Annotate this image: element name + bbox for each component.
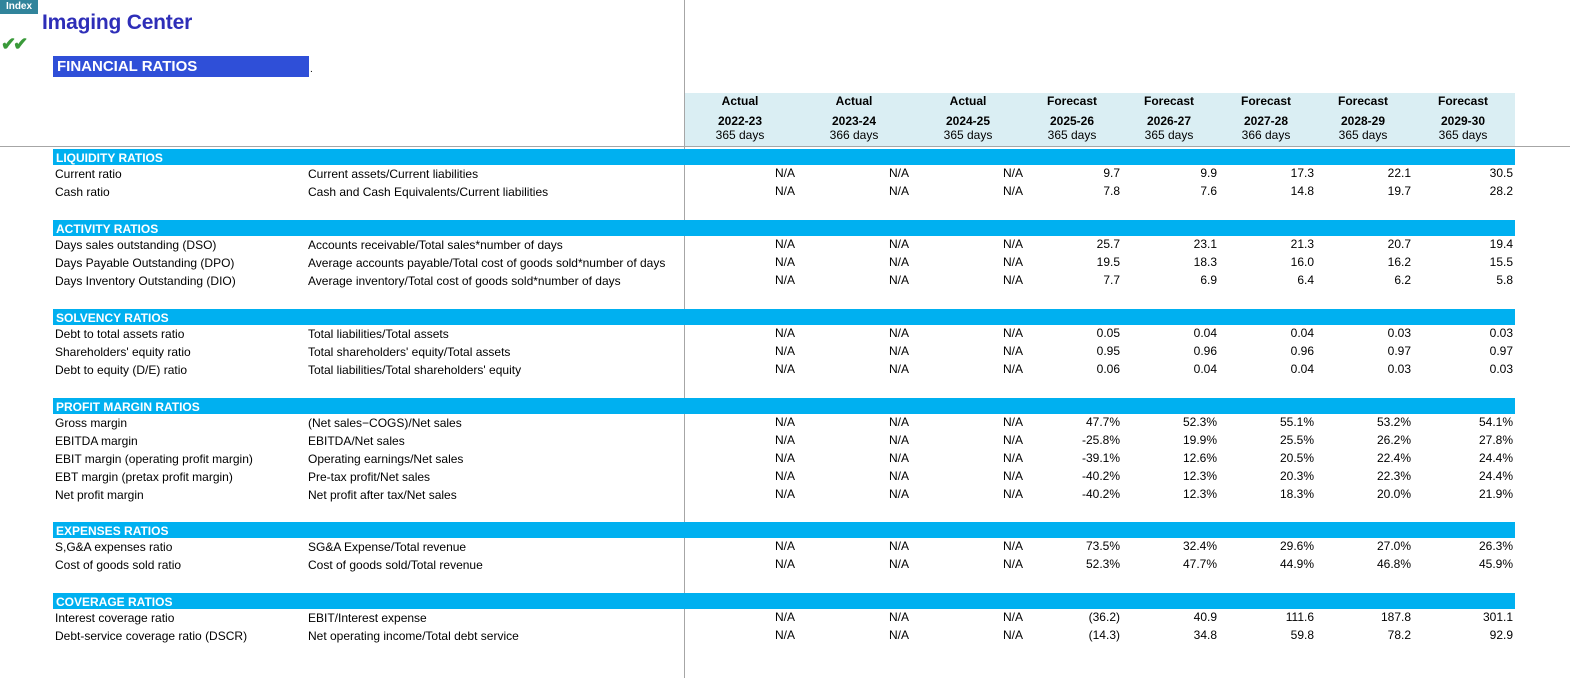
value-cell[interactable]: N/A bbox=[774, 628, 795, 642]
value-cell[interactable]: 0.96 bbox=[1290, 344, 1314, 358]
value-cell[interactable]: 0.05 bbox=[1096, 326, 1120, 340]
value-cell[interactable]: 73.5% bbox=[1085, 539, 1120, 553]
value-cell[interactable]: 59.8 bbox=[1290, 628, 1314, 642]
column-year-label: 2027-28 bbox=[1243, 114, 1289, 128]
column-year-label: 2028-29 bbox=[1340, 114, 1386, 128]
value-cell[interactable]: 12.6% bbox=[1182, 451, 1217, 465]
value-cell[interactable]: 9.7 bbox=[1103, 166, 1120, 180]
value-cell[interactable]: 54.1% bbox=[1478, 415, 1513, 429]
ratio-formula: Net profit after tax/Net sales bbox=[308, 488, 457, 502]
ratio-label: Gross margin bbox=[55, 416, 128, 430]
table-row bbox=[0, 166, 1586, 184]
value-cell[interactable]: 16.0 bbox=[1290, 255, 1314, 269]
table-row bbox=[0, 557, 1586, 575]
value-cell[interactable]: 28.2 bbox=[1489, 184, 1513, 198]
value-cell[interactable]: 7.7 bbox=[1103, 273, 1120, 287]
value-cell[interactable]: 27.0% bbox=[1376, 539, 1411, 553]
value-cell[interactable]: N/A bbox=[888, 255, 909, 269]
value-cell[interactable]: 187.8 bbox=[1380, 610, 1411, 624]
value-cell[interactable]: 14.8 bbox=[1290, 184, 1314, 198]
table-row bbox=[0, 344, 1586, 362]
table-row bbox=[0, 433, 1586, 451]
ratio-label: Debt to total assets ratio bbox=[55, 327, 185, 341]
table-row bbox=[0, 184, 1586, 202]
value-cell[interactable]: 26.3% bbox=[1478, 539, 1513, 553]
column-header bbox=[1121, 93, 1217, 146]
section-header: ACTIVITY RATIOS bbox=[53, 220, 1515, 236]
column-days-label: 365 days bbox=[1047, 128, 1097, 142]
value-cell[interactable]: N/A bbox=[888, 166, 909, 180]
value-cell[interactable]: -25.8% bbox=[1081, 433, 1120, 447]
ratio-label: Debt-service coverage ratio (DSCR) bbox=[55, 629, 248, 643]
value-cell[interactable]: -40.2% bbox=[1081, 487, 1120, 501]
value-cell[interactable]: 52.3% bbox=[1182, 415, 1217, 429]
value-cell[interactable]: 20.5% bbox=[1279, 451, 1314, 465]
value-cell[interactable]: N/A bbox=[1002, 487, 1023, 501]
value-cell[interactable]: N/A bbox=[1002, 539, 1023, 553]
column-days-label: 366 days bbox=[1241, 128, 1291, 142]
ratio-label: Days Payable Outstanding (DPO) bbox=[55, 256, 235, 270]
value-cell[interactable]: N/A bbox=[1002, 344, 1023, 358]
table-row bbox=[0, 451, 1586, 469]
value-cell[interactable]: N/A bbox=[774, 469, 795, 483]
ratio-formula: Cost of goods sold/Total revenue bbox=[308, 558, 483, 572]
value-cell[interactable]: 22.3% bbox=[1376, 469, 1411, 483]
ratio-formula: Total liabilities/Total shareholders' equity bbox=[308, 363, 522, 377]
ratio-label: EBT margin (pretax profit margin) bbox=[55, 470, 233, 484]
column-year-label: 2023-24 bbox=[831, 114, 877, 128]
value-cell[interactable]: 0.04 bbox=[1290, 362, 1314, 376]
value-cell[interactable]: N/A bbox=[1002, 628, 1023, 642]
value-cell[interactable]: 34.8 bbox=[1193, 628, 1217, 642]
value-cell[interactable]: 0.04 bbox=[1193, 362, 1217, 376]
table-row bbox=[0, 628, 1586, 646]
ratio-formula: Pre-tax profit/Net sales bbox=[308, 470, 431, 484]
column-header bbox=[1024, 93, 1120, 146]
ratio-label: Current ratio bbox=[55, 167, 122, 181]
ratio-label: Cash ratio bbox=[55, 185, 110, 199]
value-cell[interactable]: 21.9% bbox=[1478, 487, 1513, 501]
value-cell[interactable]: 78.2 bbox=[1387, 628, 1411, 642]
value-cell[interactable]: 7.6 bbox=[1200, 184, 1217, 198]
value-cell[interactable]: 20.0% bbox=[1376, 487, 1411, 501]
value-cell[interactable]: -40.2% bbox=[1081, 469, 1120, 483]
checkmark-icon: ✔✔ bbox=[1, 34, 26, 54]
value-cell[interactable]: 0.03 bbox=[1489, 362, 1513, 376]
value-cell[interactable]: 25.7 bbox=[1096, 237, 1120, 251]
column-header bbox=[806, 93, 902, 146]
value-cell[interactable]: N/A bbox=[888, 326, 909, 340]
value-cell[interactable]: N/A bbox=[888, 451, 909, 465]
value-cell[interactable]: 32.4% bbox=[1182, 539, 1217, 553]
value-cell[interactable]: 19.4 bbox=[1489, 237, 1513, 251]
value-cell[interactable]: 12.3% bbox=[1182, 469, 1217, 483]
value-cell[interactable]: 46.8% bbox=[1376, 557, 1411, 571]
value-cell[interactable]: N/A bbox=[1002, 237, 1023, 251]
value-cell[interactable]: 55.1% bbox=[1279, 415, 1314, 429]
page-title: Imaging Center bbox=[42, 11, 193, 34]
value-cell[interactable]: 17.3 bbox=[1290, 166, 1314, 180]
value-cell[interactable]: 0.03 bbox=[1387, 362, 1411, 376]
value-cell[interactable]: 26.2% bbox=[1376, 433, 1411, 447]
value-cell[interactable]: 12.3% bbox=[1182, 487, 1217, 501]
section-header: EXPENSES RATIOS bbox=[53, 522, 1515, 538]
value-cell[interactable]: 30.5 bbox=[1489, 166, 1513, 180]
table-row bbox=[0, 255, 1586, 273]
column-header bbox=[1415, 93, 1511, 146]
value-cell[interactable]: 24.4% bbox=[1478, 469, 1513, 483]
value-cell[interactable]: N/A bbox=[888, 433, 909, 447]
value-cell[interactable]: -39.1% bbox=[1081, 451, 1120, 465]
value-cell[interactable]: 22.4% bbox=[1376, 451, 1411, 465]
column-year-label: 2029-30 bbox=[1440, 114, 1486, 128]
value-cell[interactable]: N/A bbox=[774, 539, 795, 553]
ratio-formula: Average accounts payable/Total cost of goods sold*number of days bbox=[308, 256, 666, 270]
column-type-label: Forecast bbox=[1437, 94, 1489, 108]
ratio-formula: Total shareholders' equity/Total assets bbox=[308, 345, 511, 359]
value-cell[interactable]: N/A bbox=[888, 557, 909, 571]
value-cell[interactable]: N/A bbox=[774, 344, 795, 358]
value-cell[interactable]: 0.04 bbox=[1193, 326, 1217, 340]
value-cell[interactable]: N/A bbox=[888, 273, 909, 287]
value-cell[interactable]: 19.5 bbox=[1096, 255, 1120, 269]
column-type-label: Actual bbox=[721, 94, 759, 108]
table-row bbox=[0, 326, 1586, 344]
ratio-label: Debt to equity (D/E) ratio bbox=[55, 363, 188, 377]
banner-dot: . bbox=[310, 64, 313, 75]
value-cell[interactable]: 27.8% bbox=[1478, 433, 1513, 447]
value-cell[interactable]: N/A bbox=[774, 184, 795, 198]
column-type-label: Forecast bbox=[1046, 94, 1098, 108]
value-cell[interactable]: 5.8 bbox=[1496, 273, 1513, 287]
value-cell[interactable]: N/A bbox=[774, 326, 795, 340]
value-cell[interactable]: 0.97 bbox=[1489, 344, 1513, 358]
column-days-label: 365 days bbox=[1144, 128, 1194, 142]
value-cell[interactable]: 111.6 bbox=[1285, 610, 1314, 624]
value-cell[interactable]: N/A bbox=[888, 628, 909, 642]
ratio-formula: Cash and Cash Equivalents/Current liabilities bbox=[308, 185, 549, 199]
value-cell[interactable]: N/A bbox=[888, 415, 909, 429]
ratio-label: S,G&A expenses ratio bbox=[55, 540, 173, 554]
column-type-label: Actual bbox=[949, 94, 987, 108]
table-row bbox=[0, 362, 1586, 380]
value-cell[interactable]: N/A bbox=[888, 487, 909, 501]
column-year-label: 2024-25 bbox=[945, 114, 991, 128]
ratio-formula: (Net sales−COGS)/Net sales bbox=[308, 416, 462, 430]
column-type-label: Forecast bbox=[1240, 94, 1292, 108]
section-header: LIQUIDITY RATIOS bbox=[53, 149, 1515, 165]
value-cell[interactable]: N/A bbox=[888, 469, 909, 483]
value-cell[interactable]: 19.7 bbox=[1387, 184, 1411, 198]
value-cell[interactable]: N/A bbox=[774, 362, 795, 376]
frozen-pane-divider-horizontal bbox=[0, 146, 1570, 147]
value-cell[interactable]: 15.5 bbox=[1489, 255, 1513, 269]
value-cell[interactable]: N/A bbox=[888, 539, 909, 553]
value-cell[interactable]: 0.06 bbox=[1096, 362, 1120, 376]
ratio-label: Days Inventory Outstanding (DIO) bbox=[55, 274, 236, 288]
value-cell[interactable]: 0.95 bbox=[1096, 344, 1120, 358]
ratio-formula: EBITDA/Net sales bbox=[308, 434, 405, 448]
value-cell[interactable]: N/A bbox=[1002, 362, 1023, 376]
value-cell[interactable]: N/A bbox=[774, 415, 795, 429]
value-cell[interactable]: N/A bbox=[1002, 451, 1023, 465]
ratio-formula: Operating earnings/Net sales bbox=[308, 452, 464, 466]
ratio-label: EBIT margin (operating profit margin) bbox=[55, 452, 253, 466]
value-cell[interactable]: 53.2% bbox=[1376, 415, 1411, 429]
index-button[interactable]: Index bbox=[0, 0, 38, 14]
table-row bbox=[0, 487, 1586, 505]
value-cell[interactable]: N/A bbox=[888, 237, 909, 251]
ratio-label: Cost of goods sold ratio bbox=[55, 558, 182, 572]
value-cell[interactable]: 22.1 bbox=[1387, 166, 1411, 180]
value-cell[interactable]: 21.3 bbox=[1290, 237, 1314, 251]
value-cell[interactable]: 23.1 bbox=[1193, 237, 1217, 251]
ratio-label: EBITDA margin bbox=[55, 434, 138, 448]
column-days-label: 365 days bbox=[1438, 128, 1488, 142]
ratio-formula: Accounts receivable/Total sales*number of days bbox=[308, 238, 563, 252]
value-cell[interactable]: 44.9% bbox=[1279, 557, 1314, 571]
ratio-formula: Current assets/Current liabilities bbox=[308, 167, 479, 181]
value-cell[interactable]: N/A bbox=[774, 166, 795, 180]
value-cell[interactable]: 18.3% bbox=[1279, 487, 1314, 501]
value-cell[interactable]: 7.8 bbox=[1103, 184, 1120, 198]
value-cell[interactable]: N/A bbox=[1002, 184, 1023, 198]
value-cell[interactable]: N/A bbox=[888, 362, 909, 376]
value-cell[interactable]: 20.3% bbox=[1279, 469, 1314, 483]
table-row bbox=[0, 469, 1586, 487]
ratio-label: Net profit margin bbox=[55, 488, 144, 502]
value-cell[interactable]: N/A bbox=[1002, 610, 1023, 624]
column-header bbox=[1315, 93, 1411, 146]
value-cell[interactable]: 9.9 bbox=[1200, 166, 1217, 180]
value-cell[interactable]: N/A bbox=[1002, 255, 1023, 269]
value-cell[interactable]: 47.7% bbox=[1182, 557, 1217, 571]
value-cell[interactable]: N/A bbox=[1002, 469, 1023, 483]
table-row bbox=[0, 610, 1586, 628]
value-cell[interactable]: 25.5% bbox=[1279, 433, 1314, 447]
value-cell[interactable]: 301.1 bbox=[1482, 610, 1513, 624]
value-cell[interactable]: 40.9 bbox=[1193, 610, 1217, 624]
value-cell[interactable]: 6.9 bbox=[1200, 273, 1217, 287]
value-cell[interactable]: (14.3) bbox=[1088, 628, 1120, 642]
section-header: SOLVENCY RATIOS bbox=[53, 309, 1515, 325]
column-days-label: 365 days bbox=[1338, 128, 1388, 142]
value-cell[interactable]: 6.4 bbox=[1297, 273, 1314, 287]
table-row bbox=[0, 415, 1586, 433]
column-type-label: Actual bbox=[835, 94, 873, 108]
ratio-formula: EBIT/Interest expense bbox=[308, 611, 427, 625]
value-cell[interactable]: 45.9% bbox=[1478, 557, 1513, 571]
value-cell[interactable]: N/A bbox=[774, 557, 795, 571]
ratio-label: Days sales outstanding (DSO) bbox=[55, 238, 217, 252]
value-cell[interactable]: 16.2 bbox=[1387, 255, 1411, 269]
value-cell[interactable]: 19.9% bbox=[1182, 433, 1217, 447]
value-cell[interactable]: N/A bbox=[1002, 415, 1023, 429]
column-year-label: 2026-27 bbox=[1146, 114, 1192, 128]
value-cell[interactable]: 0.03 bbox=[1387, 326, 1411, 340]
section-header: PROFIT MARGIN RATIOS bbox=[53, 398, 1515, 414]
value-cell[interactable]: N/A bbox=[774, 433, 795, 447]
ratio-formula: Net operating income/Total debt service bbox=[308, 629, 519, 643]
column-year-label: 2022-23 bbox=[717, 114, 763, 128]
value-cell[interactable]: N/A bbox=[774, 255, 795, 269]
financial-ratios-banner: FINANCIAL RATIOS bbox=[53, 56, 309, 77]
value-cell[interactable]: 0.03 bbox=[1489, 326, 1513, 340]
value-cell[interactable]: N/A bbox=[774, 451, 795, 465]
column-type-label: Forecast bbox=[1143, 94, 1195, 108]
value-cell[interactable]: 52.3% bbox=[1085, 557, 1120, 571]
value-cell[interactable]: N/A bbox=[888, 344, 909, 358]
column-year-label: 2025-26 bbox=[1049, 114, 1095, 128]
value-cell[interactable]: N/A bbox=[1002, 166, 1023, 180]
value-cell[interactable]: (36.2) bbox=[1088, 610, 1120, 624]
value-cell[interactable]: N/A bbox=[888, 184, 909, 198]
column-header bbox=[920, 93, 1016, 146]
value-cell[interactable]: 92.9 bbox=[1489, 628, 1513, 642]
table-row bbox=[0, 273, 1586, 291]
value-cell[interactable]: N/A bbox=[1002, 557, 1023, 571]
value-cell[interactable]: N/A bbox=[774, 487, 795, 501]
value-cell[interactable]: N/A bbox=[1002, 433, 1023, 447]
value-cell[interactable]: 18.3 bbox=[1193, 255, 1217, 269]
value-cell[interactable]: 29.6% bbox=[1279, 539, 1314, 553]
column-header bbox=[692, 93, 788, 146]
column-header bbox=[1218, 93, 1314, 146]
value-cell[interactable]: N/A bbox=[888, 610, 909, 624]
ratio-formula: Total liabilities/Total assets bbox=[308, 327, 449, 341]
table-row bbox=[0, 539, 1586, 557]
value-cell[interactable]: 20.7 bbox=[1387, 237, 1411, 251]
ratio-label: Interest coverage ratio bbox=[55, 611, 175, 625]
value-cell[interactable]: N/A bbox=[774, 237, 795, 251]
column-type-label: Forecast bbox=[1337, 94, 1389, 108]
ratio-formula: SG&A Expense/Total revenue bbox=[308, 540, 467, 554]
value-cell[interactable]: 0.96 bbox=[1193, 344, 1217, 358]
value-cell[interactable]: 24.4% bbox=[1478, 451, 1513, 465]
ratio-formula: Average inventory/Total cost of goods sold*number of days bbox=[308, 274, 621, 288]
value-cell[interactable]: N/A bbox=[1002, 273, 1023, 287]
column-days-label: 365 days bbox=[943, 128, 993, 142]
value-cell[interactable]: N/A bbox=[1002, 326, 1023, 340]
value-cell[interactable]: 0.97 bbox=[1387, 344, 1411, 358]
value-cell[interactable]: 6.2 bbox=[1394, 273, 1411, 287]
value-cell[interactable]: N/A bbox=[774, 610, 795, 624]
ratio-label: Shareholders' equity ratio bbox=[55, 345, 191, 359]
value-cell[interactable]: 47.7% bbox=[1085, 415, 1120, 429]
section-header: COVERAGE RATIOS bbox=[53, 593, 1515, 609]
value-cell[interactable]: 0.04 bbox=[1290, 326, 1314, 340]
table-row bbox=[0, 237, 1586, 255]
column-days-label: 365 days bbox=[715, 128, 765, 142]
column-days-label: 366 days bbox=[829, 128, 879, 142]
value-cell[interactable]: N/A bbox=[774, 273, 795, 287]
